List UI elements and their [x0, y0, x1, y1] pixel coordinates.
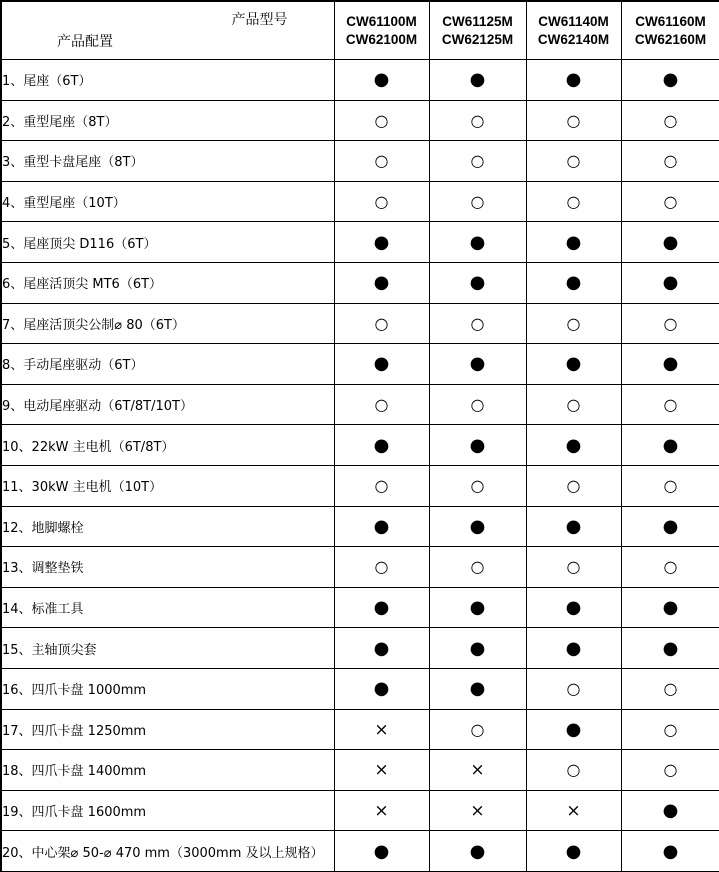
- config-value-cell: [334, 547, 429, 588]
- row-label: 2、重型尾座（8T）: [1, 100, 334, 141]
- config-value-cell: [526, 60, 621, 101]
- cross-icon: ×: [374, 800, 389, 821]
- config-value-cell: [621, 465, 719, 506]
- open-circle-icon: ○: [663, 557, 678, 577]
- open-circle-icon: ○: [566, 476, 581, 496]
- row-label: 7、尾座活顶尖公制⌀ 80（6T）: [1, 303, 334, 344]
- config-value-cell: [334, 506, 429, 547]
- table-row: [1, 831, 719, 872]
- table-row: [1, 425, 719, 466]
- filled-circle-icon: ●: [662, 637, 679, 659]
- filled-circle-icon: ●: [469, 597, 486, 619]
- config-value-cell: [429, 831, 526, 872]
- config-value-cell: [429, 344, 526, 385]
- config-value-cell: [526, 100, 621, 141]
- filled-circle-icon: ●: [662, 799, 679, 821]
- config-value-cell: [526, 506, 621, 547]
- filled-circle-icon: ●: [565, 637, 582, 659]
- table-row: [1, 547, 719, 588]
- config-value-cell: [334, 222, 429, 263]
- filled-circle-icon: ●: [469, 637, 486, 659]
- table-row: [1, 790, 719, 831]
- open-circle-icon: ○: [663, 395, 678, 415]
- config-value-cell: [526, 344, 621, 385]
- config-value-cell: [429, 587, 526, 628]
- open-circle-icon: ○: [566, 313, 581, 333]
- config-value-cell: [429, 465, 526, 506]
- cross-icon: ×: [374, 719, 389, 740]
- filled-circle-icon: ●: [373, 840, 390, 862]
- config-value-cell: [621, 303, 719, 344]
- config-value-cell: [526, 384, 621, 425]
- filled-circle-icon: ●: [662, 840, 679, 862]
- config-value-cell: [621, 425, 719, 466]
- row-label: 10、22kW 主电机（6T/8T）: [1, 425, 334, 466]
- open-circle-icon: ○: [566, 679, 581, 699]
- config-value-cell: [429, 303, 526, 344]
- config-value-cell: [334, 141, 429, 182]
- model-name: CW62160M: [634, 31, 707, 47]
- config-value-cell: [429, 141, 526, 182]
- config-value-cell: [526, 303, 621, 344]
- config-value-cell: [621, 668, 719, 709]
- open-circle-icon: ○: [470, 313, 485, 333]
- table-row: [1, 465, 719, 506]
- filled-circle-icon: ●: [373, 597, 390, 619]
- open-circle-icon: ○: [374, 192, 389, 212]
- config-value-cell: [526, 425, 621, 466]
- config-value-cell: [526, 547, 621, 588]
- config-value-cell: [429, 222, 526, 263]
- filled-circle-icon: ●: [373, 637, 390, 659]
- open-circle-icon: ○: [566, 557, 581, 577]
- config-value-cell: [334, 465, 429, 506]
- open-circle-icon: ○: [663, 192, 678, 212]
- config-value-cell: [334, 790, 429, 831]
- open-circle-icon: ○: [663, 760, 678, 780]
- cross-icon: ×: [566, 800, 581, 821]
- row-label: 11、30kW 主电机（10T）: [1, 465, 334, 506]
- model-name: CW62125M: [441, 31, 514, 47]
- config-value-cell: [621, 750, 719, 791]
- open-circle-icon: ○: [374, 476, 389, 496]
- open-circle-icon: ○: [470, 557, 485, 577]
- config-value-cell: [526, 750, 621, 791]
- row-label: 17、四爪卡盘 1250mm: [1, 709, 334, 750]
- model-name: CW62140M: [537, 31, 610, 47]
- model-name: CW61100M: [346, 13, 417, 29]
- config-value-cell: [334, 668, 429, 709]
- open-circle-icon: ○: [470, 395, 485, 415]
- config-value-cell: [429, 100, 526, 141]
- filled-circle-icon: ●: [373, 434, 390, 456]
- filled-circle-icon: ●: [469, 840, 486, 862]
- config-value-cell: [621, 506, 719, 547]
- config-value-cell: [621, 628, 719, 669]
- config-value-cell: [621, 790, 719, 831]
- config-value-cell: [526, 831, 621, 872]
- config-value-cell: [621, 384, 719, 425]
- open-circle-icon: ○: [470, 719, 485, 739]
- filled-circle-icon: ●: [373, 69, 390, 91]
- table-row: [1, 750, 719, 791]
- filled-circle-icon: ●: [565, 69, 582, 91]
- config-value-cell: [334, 262, 429, 303]
- filled-circle-icon: ●: [565, 231, 582, 253]
- config-value-cell: [526, 668, 621, 709]
- filled-circle-icon: ●: [469, 353, 486, 375]
- column-header-model-2: [429, 1, 526, 60]
- config-value-cell: [429, 425, 526, 466]
- config-value-cell: [429, 628, 526, 669]
- table-row: [1, 587, 719, 628]
- filled-circle-icon: ●: [565, 434, 582, 456]
- open-circle-icon: ○: [663, 151, 678, 171]
- filled-circle-icon: ●: [662, 434, 679, 456]
- row-label: 4、重型尾座（10T）: [1, 181, 334, 222]
- product-model-label: 产品型号: [231, 12, 288, 28]
- config-value-cell: [526, 262, 621, 303]
- table-row: [1, 506, 719, 547]
- table-row: [1, 100, 719, 141]
- filled-circle-icon: ●: [662, 515, 679, 537]
- open-circle-icon: ○: [374, 557, 389, 577]
- table-row: [1, 181, 719, 222]
- row-label: 19、四爪卡盘 1600mm: [1, 790, 334, 831]
- row-label: 12、地脚螺栓: [1, 506, 334, 547]
- config-value-cell: [429, 262, 526, 303]
- config-value-cell: [334, 100, 429, 141]
- table-row: [1, 303, 719, 344]
- config-value-cell: [429, 547, 526, 588]
- open-circle-icon: ○: [566, 192, 581, 212]
- config-value-cell: [429, 384, 526, 425]
- open-circle-icon: ○: [663, 476, 678, 496]
- filled-circle-icon: ●: [469, 69, 486, 91]
- row-label: 8、手动尾座驱动（6T）: [1, 344, 334, 385]
- column-header-model-4: [621, 1, 719, 60]
- open-circle-icon: ○: [470, 151, 485, 171]
- filled-circle-icon: ●: [373, 678, 390, 700]
- filled-circle-icon: ●: [373, 515, 390, 537]
- table-row: [1, 709, 719, 750]
- filled-circle-icon: ●: [469, 678, 486, 700]
- open-circle-icon: ○: [663, 679, 678, 699]
- filled-circle-icon: ●: [373, 353, 390, 375]
- config-value-cell: [526, 587, 621, 628]
- table-row: [1, 222, 719, 263]
- config-value-cell: [429, 181, 526, 222]
- open-circle-icon: ○: [374, 395, 389, 415]
- cross-icon: ×: [470, 760, 485, 781]
- config-value-cell: [621, 141, 719, 182]
- cross-icon: ×: [470, 800, 485, 821]
- config-value-cell: [621, 547, 719, 588]
- open-circle-icon: ○: [663, 719, 678, 739]
- product-config-label: 产品配置: [57, 34, 113, 50]
- row-label: 13、调整垫铁: [1, 547, 334, 588]
- filled-circle-icon: ●: [662, 597, 679, 619]
- config-value-cell: [429, 668, 526, 709]
- column-header-model-1: [334, 1, 429, 60]
- row-label: 16、四爪卡盘 1000mm: [1, 668, 334, 709]
- filled-circle-icon: ●: [662, 231, 679, 253]
- filled-circle-icon: ●: [565, 353, 582, 375]
- config-value-cell: [621, 709, 719, 750]
- config-value-cell: [429, 506, 526, 547]
- filled-circle-icon: ●: [373, 231, 390, 253]
- corner-header-cell: [1, 1, 334, 60]
- config-value-cell: [526, 790, 621, 831]
- row-label: 1、尾座（6T）: [1, 60, 334, 101]
- open-circle-icon: ○: [470, 110, 485, 130]
- open-circle-icon: ○: [566, 110, 581, 130]
- config-value-cell: [334, 750, 429, 791]
- config-value-cell: [526, 465, 621, 506]
- table-row: [1, 262, 719, 303]
- row-label: 14、标准工具: [1, 587, 334, 628]
- open-circle-icon: ○: [470, 192, 485, 212]
- filled-circle-icon: ●: [565, 515, 582, 537]
- config-value-cell: [334, 303, 429, 344]
- config-value-cell: [621, 587, 719, 628]
- open-circle-icon: ○: [374, 110, 389, 130]
- model-name: CW62100M: [345, 31, 418, 47]
- table-row: [1, 141, 719, 182]
- cross-icon: ×: [374, 760, 389, 781]
- open-circle-icon: ○: [470, 476, 485, 496]
- config-value-cell: [621, 181, 719, 222]
- config-value-cell: [621, 262, 719, 303]
- filled-circle-icon: ●: [565, 597, 582, 619]
- config-value-cell: [334, 831, 429, 872]
- config-value-cell: [621, 831, 719, 872]
- row-label: 18、四爪卡盘 1400mm: [1, 750, 334, 791]
- config-value-cell: [621, 344, 719, 385]
- row-label: 9、电动尾座驱动（6T/8T/10T）: [1, 384, 334, 425]
- config-value-cell: [334, 181, 429, 222]
- model-name: CW61125M: [442, 13, 513, 29]
- config-value-cell: [429, 60, 526, 101]
- config-value-cell: [334, 425, 429, 466]
- model-name: CW61140M: [538, 13, 609, 29]
- config-value-cell: [334, 628, 429, 669]
- row-label: 3、重型卡盘尾座（8T）: [1, 141, 334, 182]
- config-value-cell: [621, 100, 719, 141]
- open-circle-icon: ○: [663, 110, 678, 130]
- config-value-cell: [334, 709, 429, 750]
- table-row: [1, 344, 719, 385]
- table-row: [1, 384, 719, 425]
- row-label: 20、中心架⌀ 50-⌀ 470 mm（3000mm 及以上规格）: [1, 831, 334, 872]
- row-label: 5、尾座顶尖 D116（6T）: [1, 222, 334, 263]
- filled-circle-icon: ●: [662, 69, 679, 91]
- filled-circle-icon: ●: [469, 434, 486, 456]
- config-value-cell: [526, 709, 621, 750]
- config-value-cell: [429, 709, 526, 750]
- config-value-cell: [621, 60, 719, 101]
- config-value-cell: [429, 750, 526, 791]
- column-header-model-3: [526, 1, 621, 60]
- filled-circle-icon: ●: [469, 515, 486, 537]
- config-value-cell: [526, 141, 621, 182]
- filled-circle-icon: ●: [469, 231, 486, 253]
- open-circle-icon: ○: [663, 313, 678, 333]
- config-value-cell: [334, 587, 429, 628]
- table-row: [1, 668, 719, 709]
- filled-circle-icon: ●: [469, 272, 486, 294]
- config-value-cell: [526, 628, 621, 669]
- filled-circle-icon: ●: [565, 718, 582, 740]
- config-value-cell: [621, 222, 719, 263]
- config-value-cell: [526, 222, 621, 263]
- config-value-cell: [429, 790, 526, 831]
- table-row: [1, 628, 719, 669]
- filled-circle-icon: ●: [565, 272, 582, 294]
- row-label: 6、尾座活顶尖 MT6（6T）: [1, 262, 334, 303]
- row-label: 15、主轴顶尖套: [1, 628, 334, 669]
- table-row: [1, 60, 719, 101]
- open-circle-icon: ○: [566, 395, 581, 415]
- filled-circle-icon: ●: [373, 272, 390, 294]
- filled-circle-icon: ●: [662, 272, 679, 294]
- model-name: CW61160M: [635, 13, 706, 29]
- config-value-cell: [334, 344, 429, 385]
- filled-circle-icon: ●: [662, 353, 679, 375]
- open-circle-icon: ○: [566, 151, 581, 171]
- filled-circle-icon: ●: [565, 840, 582, 862]
- open-circle-icon: ○: [566, 760, 581, 780]
- config-value-cell: [526, 181, 621, 222]
- config-value-cell: [334, 384, 429, 425]
- open-circle-icon: ○: [374, 313, 389, 333]
- open-circle-icon: ○: [374, 151, 389, 171]
- header-row: [1, 1, 719, 60]
- config-value-cell: [334, 60, 429, 101]
